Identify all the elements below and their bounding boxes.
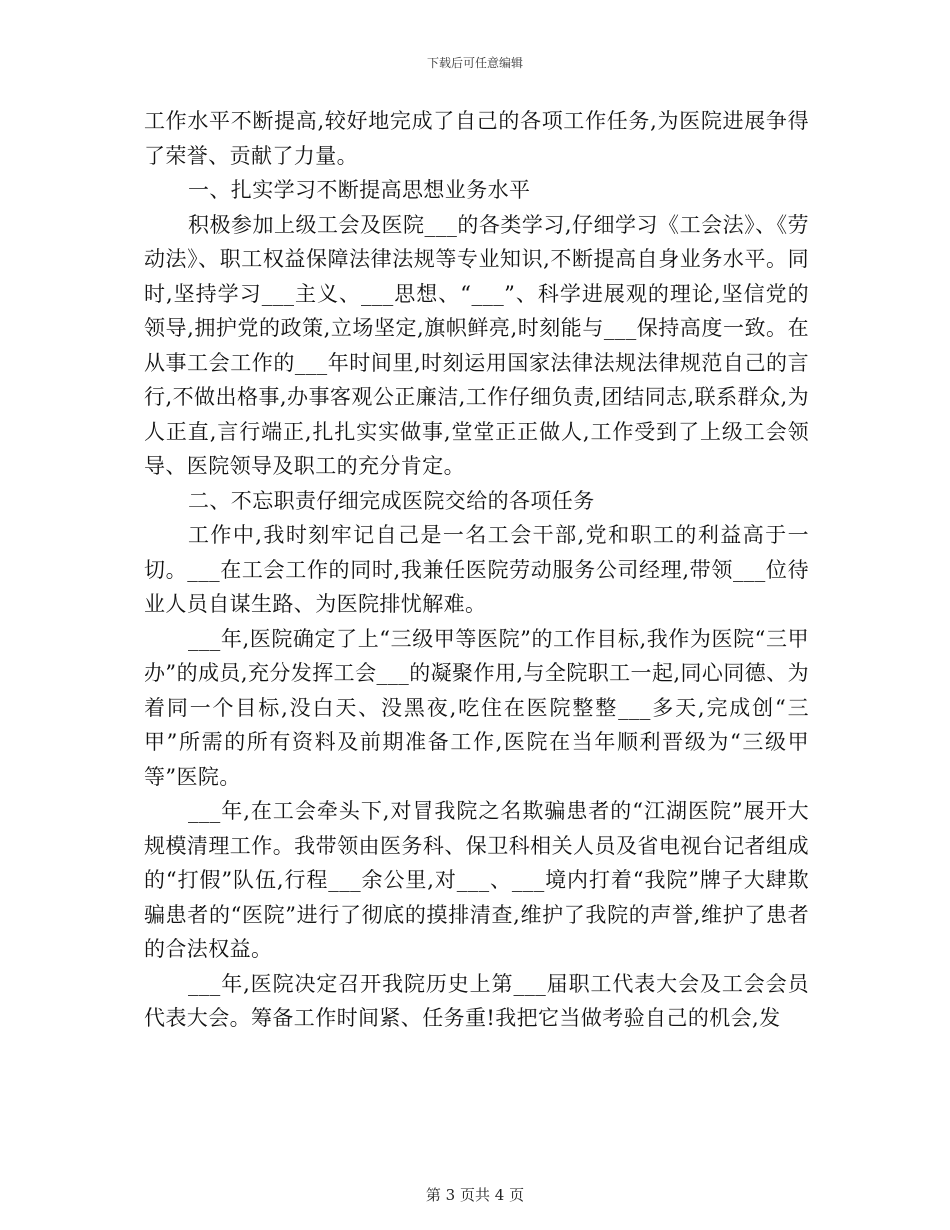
paragraph-4: ___年,医院确定了上“三级甲等医院”的工作目标,我作为医院“三甲办”的成员,充分发挥工会___的凝聚作用,与全院职工一起,同心同德、为着同一个目标,没白天、没黑夜,吃住在医院整整___多天,完成创“三甲”所需的所有资料及前期准备工作,医院在当年顺利晋级为“三级甲等”医院。 (144, 626, 809, 789)
paragraph-6: ___年,医院决定召开我院历史上第___届职工代表大会及工会会员代表大会。筹备工作时间紧、任务重!我把它当做考验自己的机会,发 (144, 971, 809, 1030)
page-footer: 第 3 页共 4 页 (425, 1186, 525, 1204)
paragraph-1: 工作水平不断提高,较好地完成了自己的各项工作任务,为医院进展争得了荣誉、贡献了力量。 (144, 109, 809, 168)
paragraph-5: ___年,在工会牵头下,对冒我院之名欺骗患者的“江湖医院”展开大规模清理工作。我带领由医务科、保卫科相关人员及省电视台记者组成的“打假”队伍,行程___余公里,对___、___境内打着“我院”牌子大肆欺骗患者的“医院”进行了彻底的摸排清查,维护了我院的声誉,维护了患者的合法权益。 (144, 799, 809, 961)
page-header: 下载后可任意编辑 (426, 56, 523, 70)
document-body (144, 104, 809, 1036)
section-heading-2: 二、不忘职责仔细完成医院交给的各项任务 (188, 488, 595, 513)
section-heading-1: 一、扎实学习不断提高思想业务水平 (188, 178, 531, 202)
paragraph-2: 积极参加上级工会及医院___的各类学习,仔细学习《工会法》、《劳动法》、职工权益保障法律法规等专业知识,不断提高自身业务水平。同时,坚持学习___主义、___思想、“___”、科学进展观的理论,坚信党的领导,拥护党的政策,立场坚定,旗帜鲜亮,时刻能与___保持高度一致。在从事工会工作的___年时间里,时刻运用国家法律法规法律规范自己的言行,不做出格事,办事客观公正廉洁,工作仔细负责,团结同志,联系群众,为人正直,言行端正,扎扎实实做事,堂堂正正做人,工作受到了上级工会领导、医院领导及职工的充分肯定。 (144, 212, 809, 478)
paragraph-3: 工作中,我时刻牢记自己是一名工会干部,党和职工的利益高于一切。___在工会工作的同时,我兼任医院劳动服务公司经理,带领___位待业人员自谋生路、为医院排忧解难。 (144, 523, 809, 616)
